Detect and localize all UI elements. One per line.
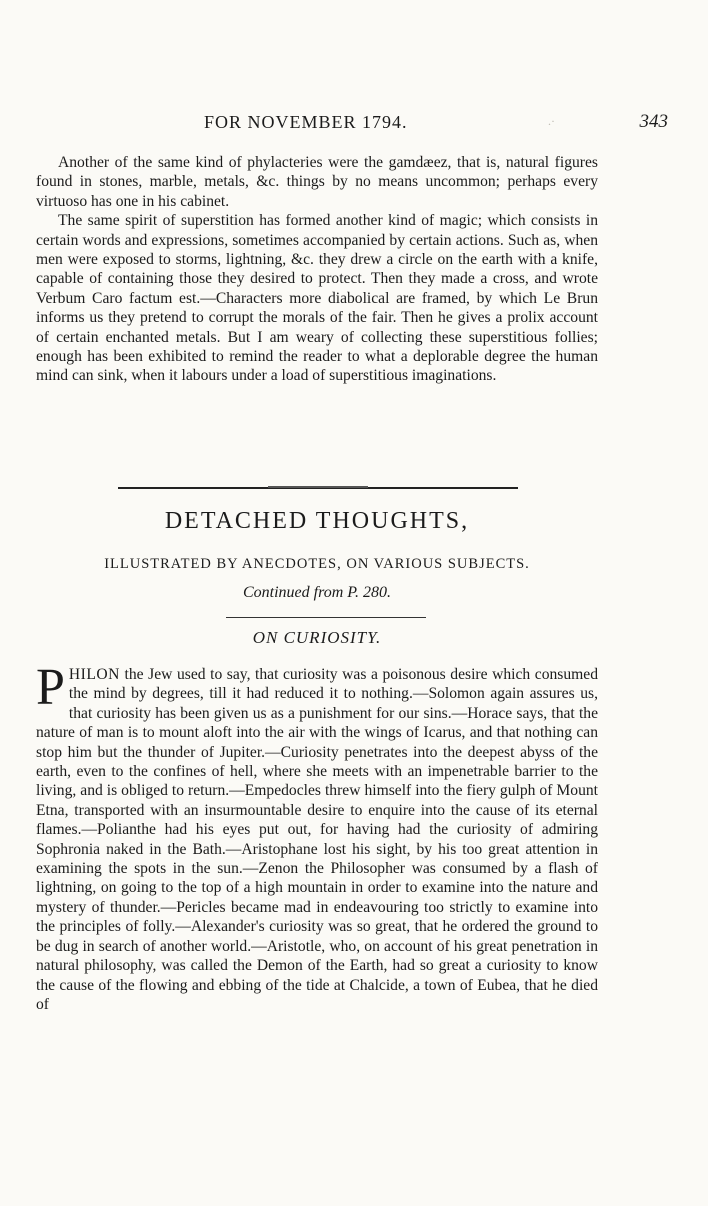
article-body — [36, 659, 598, 1014]
running-head — [36, 112, 668, 142]
short-divider — [226, 617, 426, 618]
article-subtitle: ILLUSTRATED BY ANECDOTES, ON VARIOUS SUBJECTS. — [104, 556, 530, 572]
intro-paragraph-1: Another of the same kind of phylacteries were the gamdæez, that is, natural figures found in stones, marble, metals, &c. things by no means uncommon; perhaps every virtuoso has one in his cabinet. — [36, 154, 598, 210]
running-title: FOR NOVEMBER 1794. — [204, 112, 408, 132]
first-word: HILON — [68, 666, 120, 683]
body-paragraph — [36, 659, 598, 1014]
continued-note: Continued from P. 280. — [242, 584, 391, 601]
divider-ornament — [268, 486, 368, 488]
section-title: ON CURIOSITY. — [252, 628, 382, 647]
body-text: the Jew used to say, that curiosity was a poisonous desire which consumed the mind by degrees, till it had reduced it to nothing.—Solomon again assures us, that curiosity has been given us as a punishment for our sins.—Horace says, that the nature of man is to mount aloft into the air with the wings of Icarus, and that nothing can stop him but the thunder of Jupiter.—Curiosity penetrates into the deepest abyss of the earth, even to the confines of hell, where she meets with an impenetrable barrier to the living, and is obliged to return.—Empedocles threw himself into the fiery gulph of Mount Etna, transported with an insurmountable desire to enquire into the cause of its eternal flames.—Polianthe had his eyes put out, for having had the curiosity of admiring Sophronia naked in the Bath.—Aristophane lost his sight, by his too great attention in examining the spots in the sun.—Zenon the Philosopher was consumed by a flash of lightning, on going to the top of a high mountain in order to examine into the nature and mystery of thunder.—Pericles became mad in endeavouring too strictly to examine into the principles of folly.—Alexander's curiosity was so great, that he ordered the ground to be dug in search of another world.—Aristotle, who, on account of his great penetration in natural philosophy, was called the Demon of the Earth, had so great a curiosity to know the cause of the flowing and ebbing of the tide at Chalcide, a town of Eubea, that he died of — [36, 666, 598, 1013]
page-number: 343 — [639, 111, 668, 132]
drop-cap: P — [36, 659, 65, 716]
print-mark: .· — [548, 114, 555, 128]
intro-text — [36, 153, 598, 386]
section-divider — [118, 487, 518, 489]
article-title: DETACHED THOUGHTS, — [164, 508, 470, 534]
intro-paragraph-2: The same spirit of superstition has formed another kind of magic; which consists in certain words and expressions, sometimes accompanied by certain actions. Such as, when men were exposed to storms, lightning, &c. they drew a circle on the earth with a knife, capable of containing those they desired to protect. Then they made a cross, and wrote Verbum Caro factum est.—Characters more diabolical are framed, by which Le Brun informs us they pretend to corrupt the morals of the fair. Then he gives a prolix account of certain enchanted metals. But I am weary of collecting these superstitious follies; enough has been exhibited to remind the reader to what a deplorable degree the human mind can sink, when it labours under a load of superstitious imaginations. — [36, 212, 598, 385]
